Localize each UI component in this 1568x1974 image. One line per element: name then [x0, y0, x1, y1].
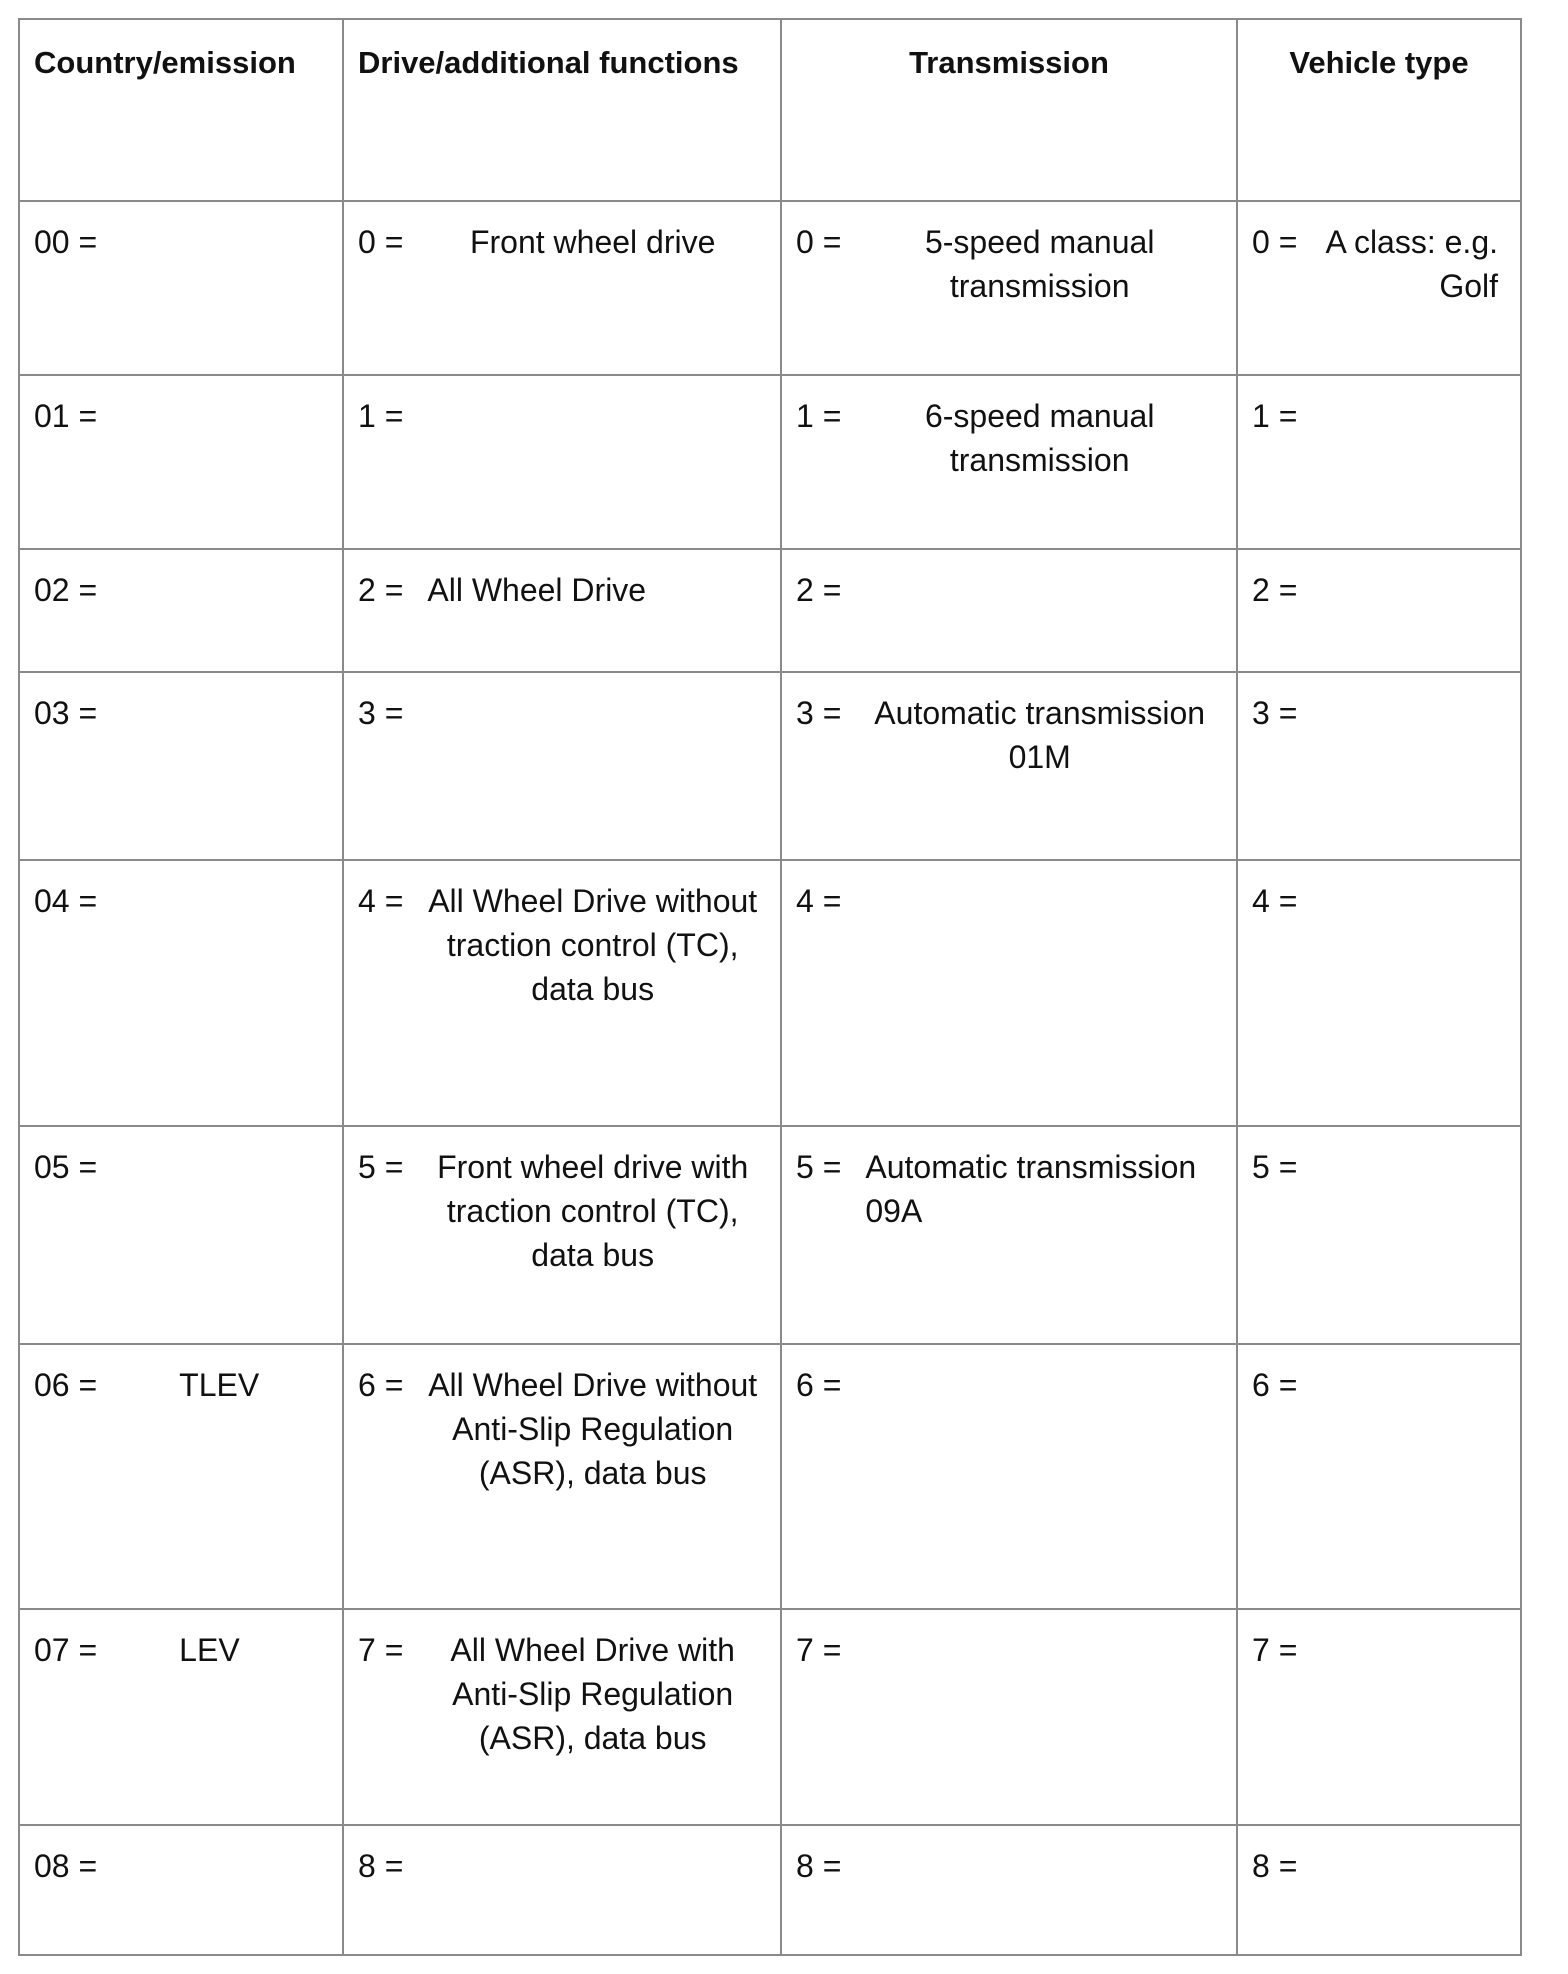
table-row	[19, 201, 1521, 376]
transmission-cell	[781, 860, 1237, 1126]
drive-code: 3 =	[358, 695, 404, 732]
table-row	[19, 1344, 1521, 1608]
vehicle-cell	[1237, 1344, 1521, 1608]
country-desc	[97, 1844, 179, 1888]
vehicle-desc	[1297, 879, 1506, 923]
transmission-cell	[781, 1126, 1237, 1344]
transmission-code: 4 =	[796, 882, 842, 919]
drive-cell	[343, 549, 781, 672]
vehicle-code: 3 =	[1252, 695, 1298, 732]
vehicle-cell	[1237, 201, 1521, 376]
drive-cell	[343, 860, 781, 1126]
header-country-emission: Country/emission	[19, 19, 343, 201]
vehicle-code: 6 =	[1252, 1367, 1298, 1404]
drive-code: 1 =	[358, 398, 404, 435]
drive-desc	[403, 1844, 766, 1888]
transmission-desc: Automatic transmission 01M	[874, 695, 1206, 776]
vehicle-desc	[1297, 568, 1506, 612]
transmission-code: 7 =	[796, 1631, 842, 1668]
drive-code: 0 =	[358, 223, 404, 260]
transmission-desc	[841, 1844, 1222, 1888]
drive-cell	[343, 201, 781, 376]
transmission-desc	[841, 1628, 1222, 1672]
vehicle-desc	[1297, 394, 1506, 438]
country-cell	[19, 375, 343, 549]
transmission-desc: 6-speed manual transmission	[924, 398, 1155, 479]
table-row	[19, 672, 1521, 860]
drive-code: 8 =	[358, 1847, 404, 1884]
vehicle-cell	[1237, 860, 1521, 1126]
transmission-code: 2 =	[796, 571, 842, 608]
transmission-desc	[841, 1363, 1222, 1407]
header-drive-functions: Drive/additional functions	[343, 19, 781, 201]
drive-cell	[343, 1609, 781, 1825]
drive-desc	[403, 691, 766, 735]
country-code: 08 =	[34, 1847, 98, 1884]
vehicle-code: 5 =	[1252, 1149, 1298, 1186]
drive-cell	[343, 1825, 781, 1955]
vehicle-code: 4 =	[1252, 882, 1298, 919]
transmission-code: 5 =	[796, 1149, 842, 1186]
drive-code: 5 =	[358, 1149, 404, 1186]
country-code: 03 =	[34, 695, 98, 732]
vehicle-cell	[1237, 375, 1521, 549]
country-desc	[97, 1145, 179, 1189]
country-cell	[19, 860, 343, 1126]
transmission-code: 6 =	[796, 1367, 842, 1404]
drive-cell	[343, 1344, 781, 1608]
transmission-cell	[781, 549, 1237, 672]
country-code: 02 =	[34, 571, 98, 608]
country-cell	[19, 1825, 343, 1955]
country-code: 07 =	[34, 1631, 98, 1668]
coding-table-sheet	[18, 18, 1520, 1956]
vehicle-cell	[1237, 1609, 1521, 1825]
vehicle-cell	[1237, 672, 1521, 860]
table-row	[19, 1825, 1521, 1955]
drive-cell	[343, 1126, 781, 1344]
table-row	[19, 549, 1521, 672]
country-desc	[97, 691, 179, 735]
transmission-cell	[781, 1344, 1237, 1608]
table-row	[19, 1609, 1521, 1825]
vehicle-desc	[1297, 691, 1506, 735]
country-desc	[97, 879, 179, 923]
vehicle-code: 0 =	[1252, 223, 1298, 260]
transmission-code: 3 =	[796, 695, 842, 732]
transmission-cell	[781, 201, 1237, 376]
drive-code: 7 =	[358, 1631, 404, 1668]
country-cell	[19, 1344, 343, 1608]
drive-desc: All Wheel Drive	[427, 571, 647, 608]
country-cell	[19, 549, 343, 672]
transmission-desc	[841, 568, 1222, 612]
coding-table	[18, 18, 1522, 1956]
country-desc	[97, 220, 179, 264]
transmission-code: 8 =	[796, 1847, 842, 1884]
drive-cell	[343, 672, 781, 860]
transmission-desc: Automatic transmission 09A	[865, 1149, 1197, 1230]
drive-code: 2 =	[358, 571, 404, 608]
country-cell	[19, 201, 343, 376]
transmission-cell	[781, 672, 1237, 860]
country-code: 00 =	[34, 223, 98, 260]
vehicle-desc: A class: e.g. Golf	[1325, 223, 1498, 304]
vehicle-desc	[1297, 1628, 1506, 1672]
vehicle-cell	[1237, 1825, 1521, 1955]
transmission-code: 1 =	[796, 398, 842, 435]
vehicle-desc	[1297, 1363, 1506, 1407]
transmission-desc	[841, 879, 1222, 923]
drive-desc: Front wheel drive	[469, 223, 716, 260]
header-transmission: Transmission	[781, 19, 1237, 201]
vehicle-code: 1 =	[1252, 398, 1298, 435]
drive-desc: All Wheel Drive with Anti-Slip Regulation (ASR), data bus	[450, 1631, 735, 1756]
vehicle-code: 2 =	[1252, 571, 1298, 608]
drive-desc	[403, 394, 766, 438]
drive-desc: Front wheel drive with traction control (TC), data bus	[437, 1149, 749, 1274]
country-code: 06 =	[34, 1367, 98, 1404]
vehicle-cell	[1237, 1126, 1521, 1344]
country-code: 05 =	[34, 1149, 98, 1186]
country-desc: LEV	[179, 1631, 240, 1668]
country-desc: TLEV	[179, 1367, 260, 1404]
vehicle-desc	[1297, 1844, 1506, 1888]
country-cell	[19, 1126, 343, 1344]
country-code: 01 =	[34, 398, 98, 435]
header-vehicle-type: Vehicle type	[1237, 19, 1521, 201]
country-code: 04 =	[34, 882, 98, 919]
vehicle-desc	[1297, 1145, 1506, 1189]
header-row	[19, 19, 1521, 201]
country-desc	[97, 394, 179, 438]
drive-desc: All Wheel Drive without Anti-Slip Regulation (ASR), data bus	[428, 1367, 758, 1492]
drive-code: 6 =	[358, 1367, 404, 1404]
country-desc	[97, 568, 179, 612]
vehicle-code: 7 =	[1252, 1631, 1298, 1668]
drive-desc: All Wheel Drive without traction control (TC), data bus	[428, 882, 758, 1007]
drive-code: 4 =	[358, 882, 404, 919]
vehicle-cell	[1237, 549, 1521, 672]
table-row	[19, 375, 1521, 549]
vehicle-code: 8 =	[1252, 1847, 1298, 1884]
drive-cell	[343, 375, 781, 549]
transmission-desc: 5-speed manual transmission	[924, 223, 1155, 304]
transmission-cell	[781, 1609, 1237, 1825]
table-row	[19, 860, 1521, 1126]
table-row	[19, 1126, 1521, 1344]
country-cell	[19, 672, 343, 860]
transmission-code: 0 =	[796, 223, 842, 260]
transmission-cell	[781, 1825, 1237, 1955]
country-cell	[19, 1609, 343, 1825]
transmission-cell	[781, 375, 1237, 549]
